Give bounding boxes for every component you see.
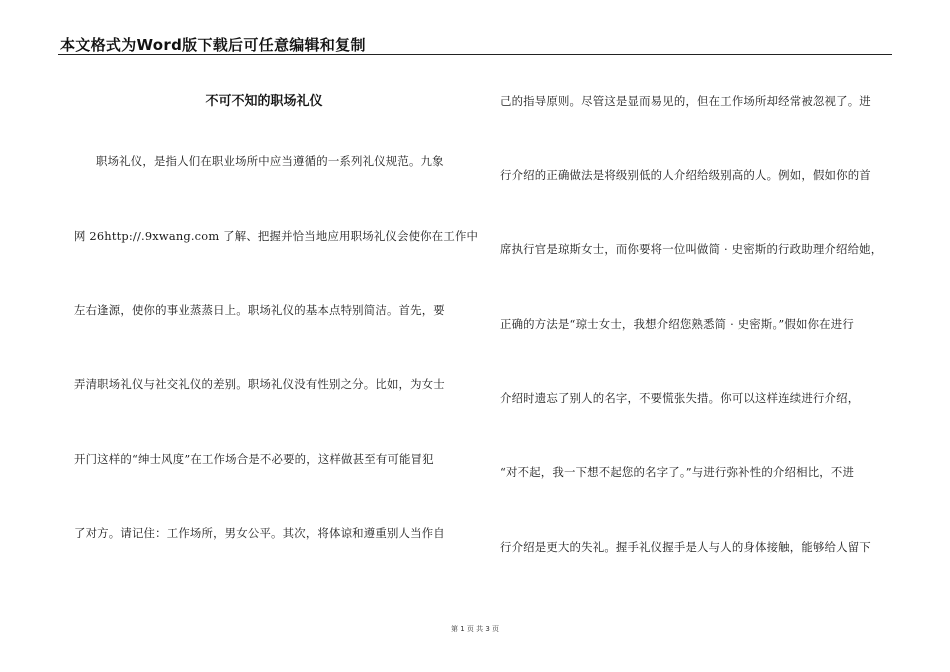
document-title: 不可不知的职场礼仪: [205, 94, 323, 109]
text-line: “对不起，我一下想不起您的名字了。”与进行弥补性的介绍相比，不进: [500, 465, 855, 479]
text-line: 弄清职场礼仪与社交礼仪的差别。职场礼仪没有性别之分。比如，为女士: [74, 377, 445, 391]
text-line: 正确的方法是“琼士女士，我想介绍您熟悉简 · 史密斯。”假如你在进行: [500, 317, 854, 331]
page-number: 第 1 页 共 3 页: [450, 625, 500, 633]
text-line: 介绍时遗忘了别人的名字，不要慌张失措。你可以这样连续进行介绍，: [500, 391, 860, 405]
text-line: 职场礼仪，是指人们在职业场所中应当遵循的一系列礼仪规范。九象: [96, 154, 444, 168]
header-banner: 本文格式为Word版下载后可任意编辑和复制: [60, 36, 366, 54]
text-line: 行介绍的正确做法是将级别低的人介绍给级别高的人。例如，假如你的首: [500, 168, 871, 182]
text-line: 行介绍是更大的失礼。握手礼仪握手是人与人的身体接触，能够给人留下: [500, 540, 871, 554]
text-line: 开门这样的“绅士风度”在工作场合是不必要的，这样做甚至有可能冒犯: [74, 452, 434, 466]
text-line: 己的指导原则。尽管这是显而易见的，但在工作场所却经常被忽视了。进: [500, 94, 871, 108]
text-line: 左右逢源，使你的事业蒸蒸日上。职场礼仪的基本点特别简洁。首先，要: [74, 303, 445, 317]
text-line: 了对方。请记住：工作场所，男女公平。其次，将体谅和遵重别人当作自: [74, 526, 445, 540]
header-divider: [58, 54, 892, 55]
text-line: 网 26http://.9xwang.com 了解、把握并恰当地应用职场礼仪会使你在工作中: [74, 229, 479, 243]
text-line: 席执行官是琼斯女士，而你要将一位叫做简 · 史密斯的行政助理介绍给她，: [500, 242, 883, 256]
